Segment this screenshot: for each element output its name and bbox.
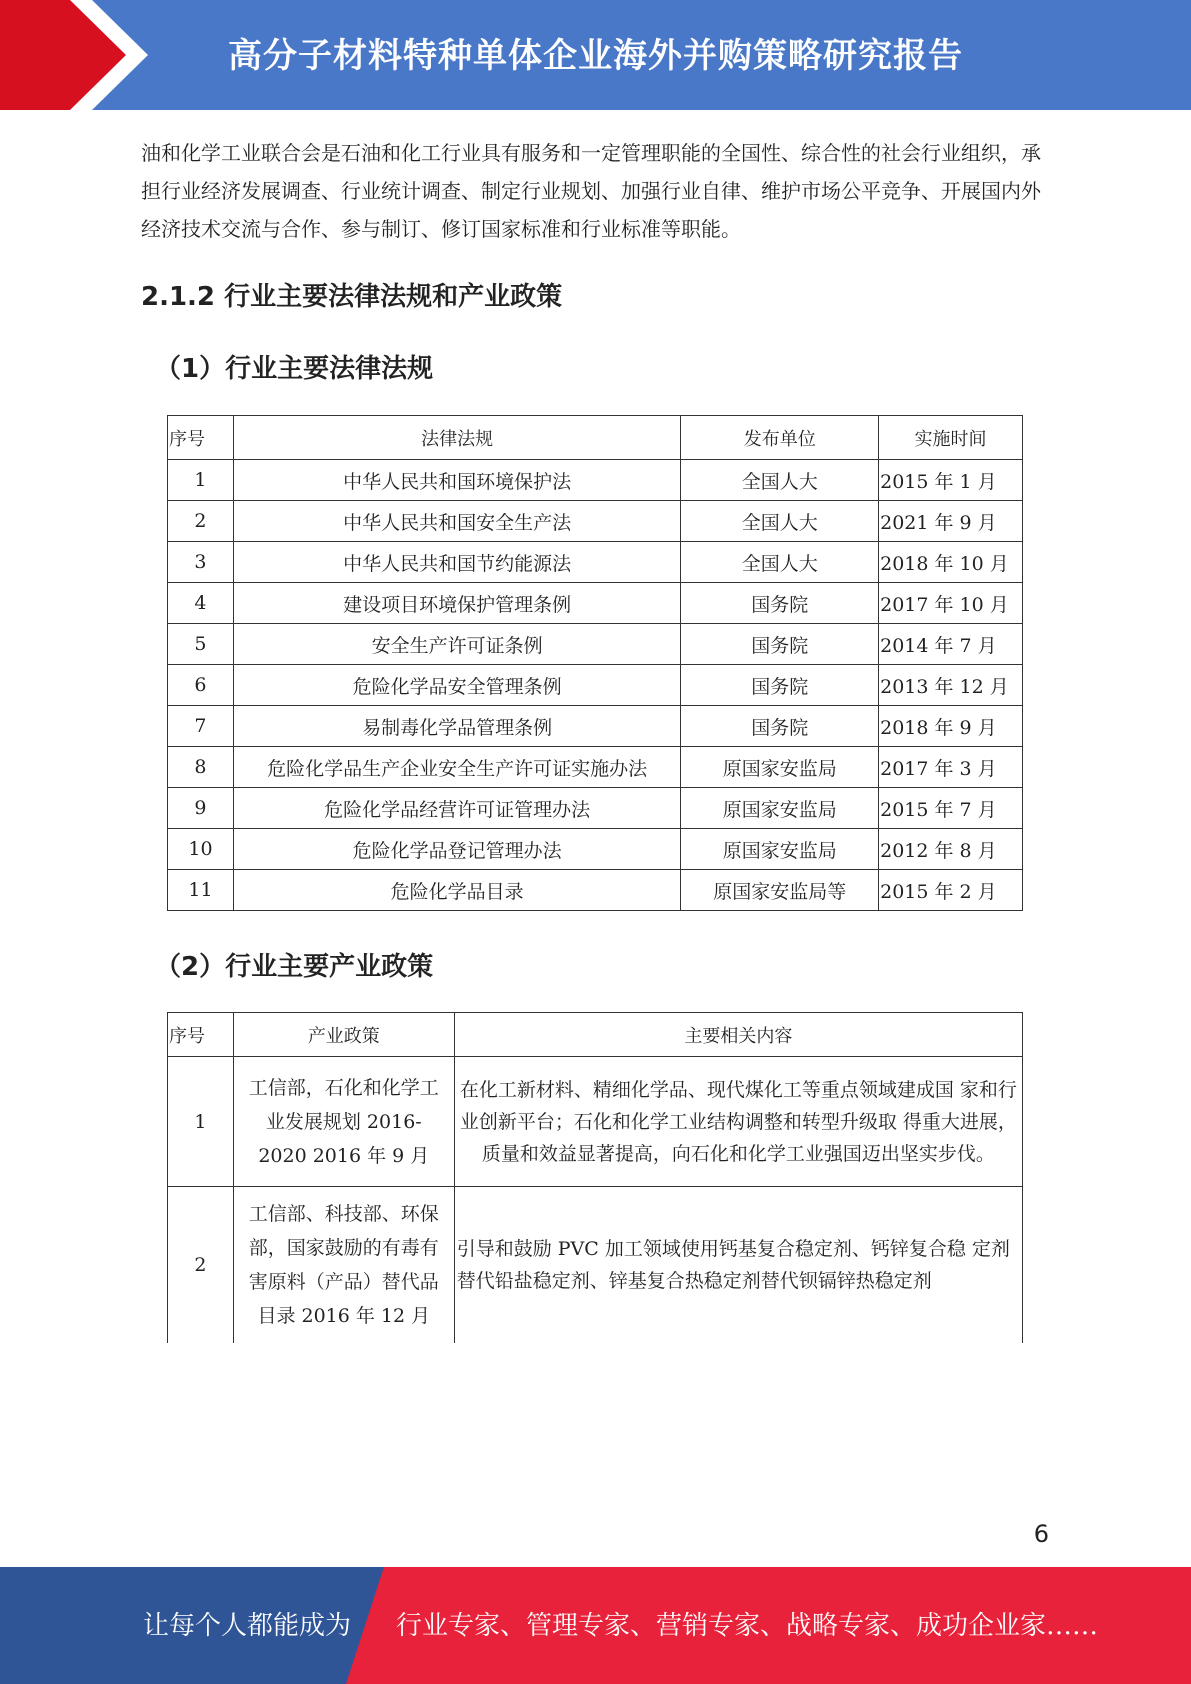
policies-table	[167, 1012, 1023, 1343]
row-date: 2015 年 1 月	[879, 460, 1023, 501]
table-row	[168, 788, 1023, 829]
row-no: 7	[168, 706, 234, 747]
row-no: 5	[168, 624, 234, 665]
table-row	[168, 542, 1023, 583]
header-no: 序号	[168, 416, 234, 460]
row-issuer: 国务院	[681, 583, 879, 624]
row-date: 2017 年 3 月	[879, 747, 1023, 788]
table-row	[168, 665, 1023, 706]
page-footer	[0, 1567, 1191, 1684]
laws-heading: （1）行业主要法律法规	[155, 354, 434, 384]
row-issuer: 国务院	[681, 706, 879, 747]
policies-heading: （2）行业主要产业政策	[155, 952, 434, 982]
row-issuer: 全国人大	[681, 542, 879, 583]
row-date: 2012 年 8 月	[879, 829, 1023, 870]
footer-slogan-right: 行业专家、管理专家、营销专家、战略专家、成功企业家……	[396, 1611, 1099, 1641]
row-law: 危险化学品经营许可证管理办法	[233, 788, 680, 829]
row-issuer: 全国人大	[681, 501, 879, 542]
row-law: 危险化学品登记管理办法	[233, 829, 680, 870]
row-law: 易制毒化学品管理条例	[233, 706, 680, 747]
row-date: 2015 年 7 月	[879, 788, 1023, 829]
row-policy: 工信部、科技部、环保部，国家鼓励的有毒有害原料（产品）替代品目录 2016 年 12 月	[233, 1187, 454, 1343]
header-issuer: 发布单位	[681, 416, 879, 460]
header-arrow-decoration	[0, 0, 160, 110]
header-date: 实施时间	[879, 416, 1023, 460]
row-no: 3	[168, 542, 234, 583]
policies-table-header	[168, 1013, 1023, 1057]
row-date: 2014 年 7 月	[879, 624, 1023, 665]
row-issuer: 原国家安监局	[681, 747, 879, 788]
laws-table-header	[168, 416, 1023, 460]
row-no: 6	[168, 665, 234, 706]
row-no: 10	[168, 829, 234, 870]
row-no: 9	[168, 788, 234, 829]
header-content: 主要相关内容	[454, 1013, 1022, 1057]
header-policy: 产业政策	[233, 1013, 454, 1057]
row-law: 中华人民共和国安全生产法	[233, 501, 680, 542]
header-law: 法律法规	[233, 416, 680, 460]
row-law: 危险化学品安全管理条例	[233, 665, 680, 706]
table-row	[168, 460, 1023, 501]
table-row	[168, 501, 1023, 542]
table-row	[168, 583, 1023, 624]
table-row	[168, 1057, 1023, 1187]
row-issuer: 国务院	[681, 665, 879, 706]
row-policy: 工信部，石化和化学工业发展规划 2016-2020 2016 年 9 月	[233, 1057, 454, 1187]
row-law: 危险化学品目录	[233, 870, 680, 911]
row-date: 2018 年 10 月	[879, 542, 1023, 583]
report-title: 高分子材料特种单体企业海外并购策略研究报告	[228, 36, 963, 76]
header-no: 序号	[168, 1013, 234, 1057]
row-no: 1	[168, 460, 234, 501]
intro-paragraph: 油和化学工业联合会是石油和化工行业具有服务和一定管理职能的全国性、综合性的社会行业组织，承担行业经济发展调查、行业统计调查、制定行业规划、加强行业自律、维护市场公平竞争、开展国内外经济技术交流与合作、参与制订、修订国家标准和行业标准等职能。	[141, 141, 1041, 241]
laws-table	[167, 415, 1023, 911]
table-row	[168, 829, 1023, 870]
row-no: 1	[168, 1057, 234, 1187]
section-heading: 2.1.2 行业主要法律法规和产业政策	[141, 282, 563, 312]
row-no: 8	[168, 747, 234, 788]
row-date: 2015 年 2 月	[879, 870, 1023, 911]
footer-slogan-left: 让每个人都能成为	[143, 1611, 352, 1641]
page-number: 6	[1033, 1520, 1049, 1548]
row-law: 中华人民共和国节约能源法	[233, 542, 680, 583]
row-issuer: 国务院	[681, 624, 879, 665]
row-date: 2013 年 12 月	[879, 665, 1023, 706]
row-date: 2017 年 10 月	[879, 583, 1023, 624]
page-header	[0, 0, 1191, 110]
row-no: 2	[168, 1187, 234, 1343]
row-no: 2	[168, 501, 234, 542]
row-issuer: 全国人大	[681, 460, 879, 501]
row-law: 危险化学品生产企业安全生产许可证实施办法	[233, 747, 680, 788]
table-row	[168, 1187, 1023, 1343]
row-issuer: 原国家安监局等	[681, 870, 879, 911]
table-row	[168, 706, 1023, 747]
row-law: 中华人民共和国环境保护法	[233, 460, 680, 501]
row-date: 2018 年 9 月	[879, 706, 1023, 747]
table-row	[168, 747, 1023, 788]
row-issuer: 原国家安监局	[681, 829, 879, 870]
row-content: 在化工新材料、精细化学品、现代煤化工等重点领域建成国 家和行业创新平台；石化和化学工业结构调整和转型升级取 得重大进展，质量和效益显著提高，向石化和化学工业强国迈出坚实步伐。	[454, 1057, 1022, 1187]
row-content: 引导和鼓励 PVC 加工领域使用钙基复合稳定剂、钙锌复合稳 定剂替代铅盐稳定剂、锌基复合热稳定剂替代钡镉锌热稳定剂	[454, 1187, 1022, 1343]
row-law: 安全生产许可证条例	[233, 624, 680, 665]
row-date: 2021 年 9 月	[879, 501, 1023, 542]
table-row	[168, 870, 1023, 911]
row-law: 建设项目环境保护管理条例	[233, 583, 680, 624]
row-no: 4	[168, 583, 234, 624]
table-row	[168, 624, 1023, 665]
row-issuer: 原国家安监局	[681, 788, 879, 829]
row-no: 11	[168, 870, 234, 911]
